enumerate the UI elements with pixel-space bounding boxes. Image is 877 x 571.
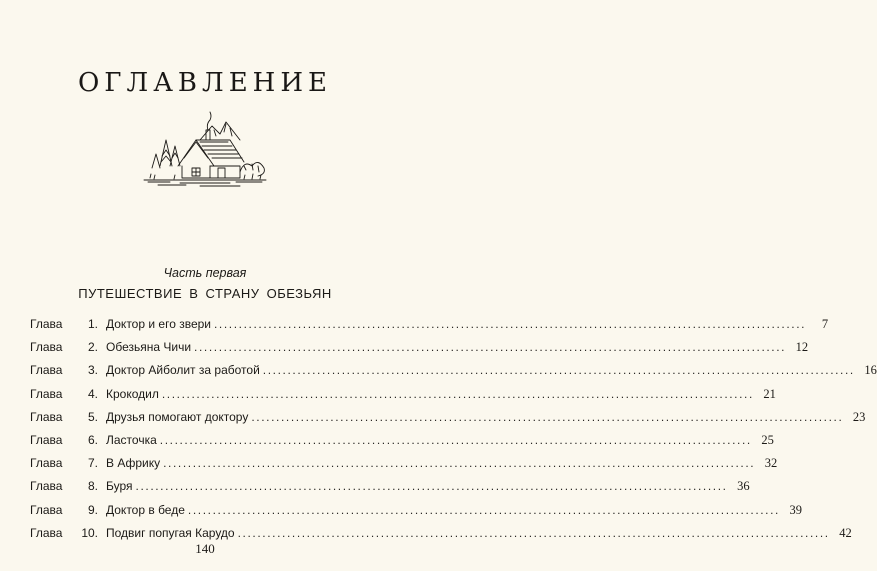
chapter-label: Глава xyxy=(30,456,63,471)
leader-dots: ........................................................................................................................ xyxy=(262,363,855,378)
chapter-number: 5. xyxy=(87,409,98,424)
chapter-title: Доктор Айболит за работой xyxy=(106,363,260,378)
page-title: ОГЛАВЛЕНИЕ xyxy=(77,68,333,98)
chapter-label: Глава xyxy=(30,386,63,401)
chapter-label: Глава xyxy=(30,432,63,447)
leader-dots: ........................................................................................................................ xyxy=(163,456,756,471)
table-of-contents xyxy=(30,313,877,545)
toc-entry[interactable] xyxy=(30,429,774,452)
chapter-page: 25 xyxy=(761,432,774,447)
chapter-label: Глава xyxy=(30,409,63,424)
leader-dots: ........................................................................................................................ xyxy=(161,386,754,401)
leader-dots: ........................................................................................................................ xyxy=(194,340,787,355)
leader-dots: ........................................................................................................................ xyxy=(214,317,807,331)
page-number: 140 xyxy=(195,541,215,556)
chapter-number: 8. xyxy=(87,479,98,494)
chapter-label: Глава xyxy=(30,479,63,494)
chapter-label: Глава xyxy=(30,317,63,331)
toc-entry[interactable] xyxy=(30,499,802,522)
chapter-number: 7. xyxy=(87,456,98,471)
leader-dots: ........................................................................................................................ xyxy=(251,409,844,424)
chapter-title: В Африку xyxy=(106,456,161,471)
chapter-page: 23 xyxy=(852,409,866,424)
chapter-page: 39 xyxy=(789,502,802,517)
toc-entry[interactable] xyxy=(30,313,829,336)
chapter-number: 2. xyxy=(87,340,98,355)
chapter-title: Ласточка xyxy=(106,432,157,447)
toc-entry[interactable] xyxy=(30,452,778,475)
chapter-title: Обезьяна Чичи xyxy=(106,340,192,355)
toc-entry[interactable] xyxy=(30,475,750,498)
toc-entry[interactable] xyxy=(30,359,877,382)
toc-entry[interactable] xyxy=(30,336,809,359)
chapter-number: 1. xyxy=(87,317,98,331)
chapter-page: 36 xyxy=(737,479,750,494)
leader-dots: ........................................................................................................................ xyxy=(187,502,780,517)
chapter-number: 10. xyxy=(81,525,98,540)
toc-entry[interactable] xyxy=(30,383,776,406)
chapter-title: Буря xyxy=(106,479,133,494)
chapter-label: Глава xyxy=(30,502,63,517)
chapter-page: 16 xyxy=(864,363,877,378)
chapter-page: 21 xyxy=(763,386,776,401)
chapter-page: 32 xyxy=(764,456,778,471)
chapter-page: 7 xyxy=(821,317,829,331)
chapter-page: 42 xyxy=(839,525,852,540)
chapter-title: Доктор в беде xyxy=(106,502,185,517)
chapter-label: Глава xyxy=(30,340,63,355)
chapter-number: 6. xyxy=(87,432,98,447)
chapter-number: 9. xyxy=(87,502,98,517)
toc-entry[interactable] xyxy=(30,406,866,429)
part-label: Часть первая xyxy=(163,266,247,280)
chapter-title: Подвиг попугая Карудо xyxy=(106,525,235,540)
part-title: ПУТЕШЕСТВИЕ В СТРАНУ ОБЕЗЬЯН xyxy=(78,286,332,301)
chapter-number: 4. xyxy=(87,386,98,401)
chapter-label: Глава xyxy=(30,363,63,378)
leader-dots: ........................................................................................................................ xyxy=(135,479,728,494)
leader-dots: ........................................................................................................................ xyxy=(237,525,830,540)
chapter-title: Крокодил xyxy=(106,386,159,401)
chapter-title: Доктор и его звери xyxy=(106,317,211,331)
chapter-title: Друзья помогают доктору xyxy=(106,409,249,424)
chapter-page: 12 xyxy=(795,340,809,355)
chapter-number: 3. xyxy=(87,363,98,378)
house-illustration xyxy=(140,110,270,188)
chapter-label: Глава xyxy=(30,525,63,540)
leader-dots: ........................................................................................................................ xyxy=(159,432,752,447)
